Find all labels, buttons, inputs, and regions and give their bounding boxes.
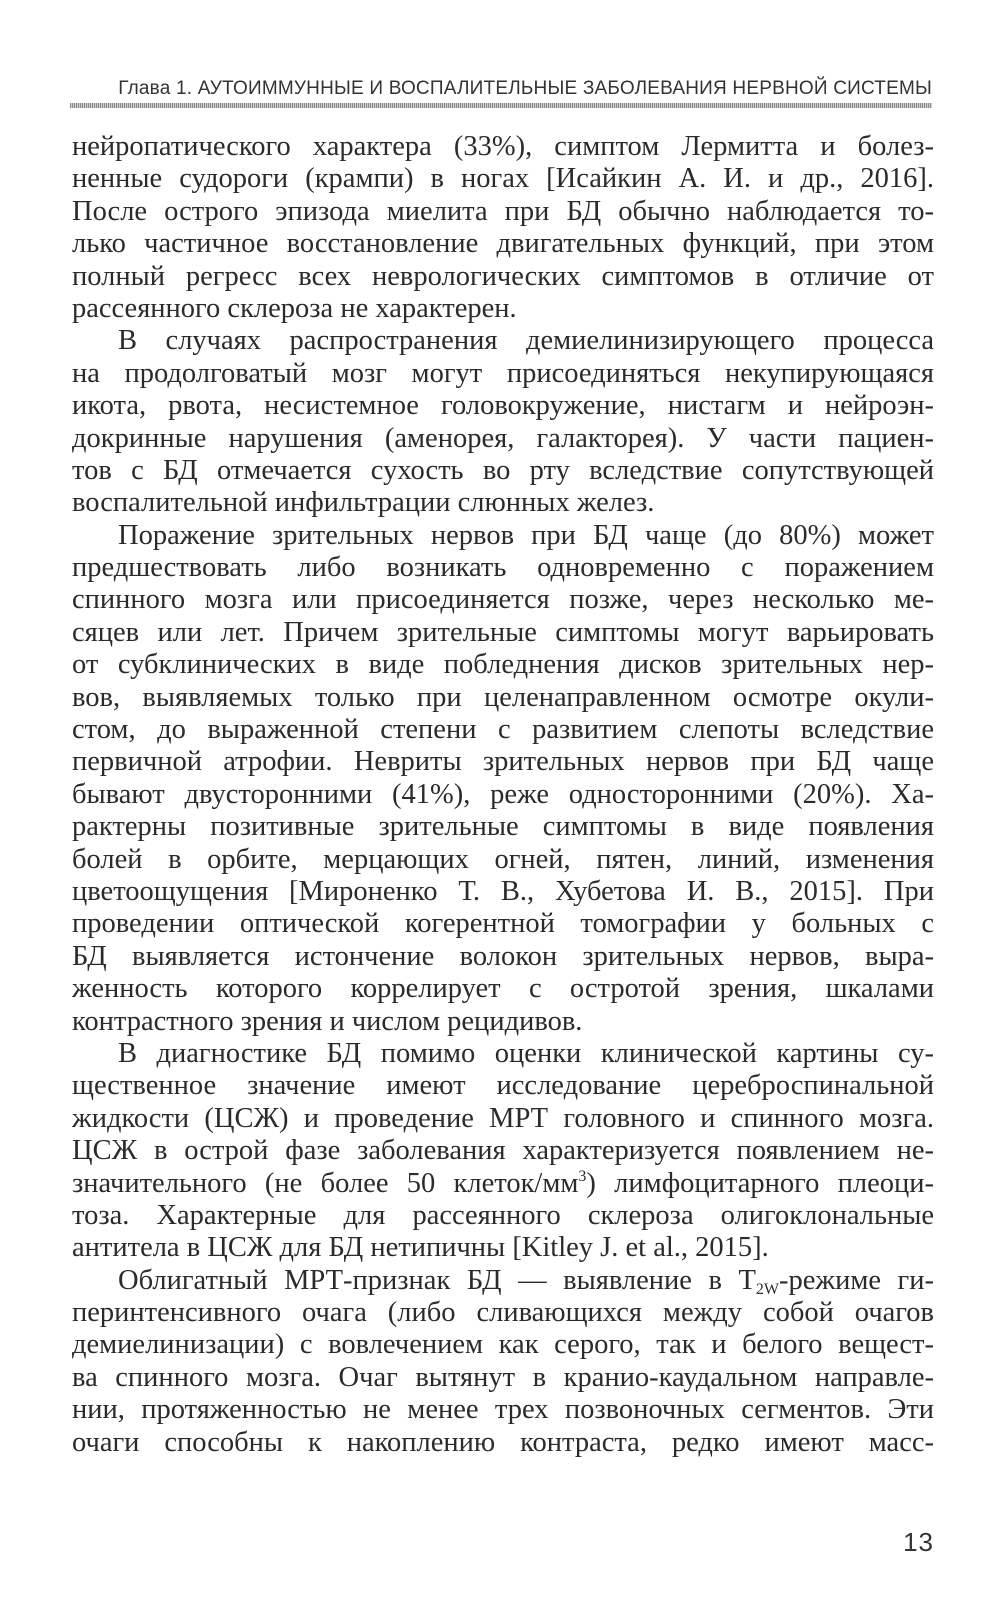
text-line: БД выявляется истончение волокон зрительных нервов, выра- [72,940,934,972]
text-line: ва спинного мозга. Очаг вытянут в кранио-каудальном направле- [72,1361,934,1393]
line-segment: -режиме ги- [779,1264,934,1296]
text-line: предшествовать либо возникать одновременно с поражением [72,552,934,584]
text-line: нейропатического характера (33%), симптом Лермитта и болез- [72,131,934,162]
text-line: В диагностике БД помимо оценки клинической картины су- [118,1037,934,1069]
line-segment: Облигатный МРТ-признак БД — выявление в T [118,1264,756,1296]
text-line: щественное значение имеют исследование цереброспинальной [72,1070,934,1102]
text-line-with-superscript [72,1168,934,1200]
text-line: ненные судороги (крампи) в ногах [Исайкин А. И. и др., 2016]. [72,163,934,195]
text-line: икота, рвота, несистемное головокружение, нистагм и нейроэн- [72,390,934,422]
paragraph-5 [72,1265,934,1459]
text-line: жидкости (ЦСЖ) и проведение МРТ головного и спинного мозга. [72,1102,934,1134]
text-line: тоза. Характерные для рассеянного склероза олигоклональные [72,1199,934,1231]
running-head: Глава 1. АУТОИММУННЫЕ И ВОСПАЛИТЕЛЬНЫЕ ЗАБОЛЕВАНИЯ НЕРВНОЙ СИСТЕМЫ [118,78,932,99]
text-line: антитела в ЦСЖ для БД нетипичны [Kitley J. et al., 2015]. [72,1232,769,1264]
text-line: женность которого коррелирует с остротой зрения, шкалами [72,973,934,1005]
text-line: цветоощущения [Мироненко Т. В., Хубетова И. В., 2015]. При [72,875,934,907]
text-line: полный регресс всех неврологических симптомов в отличие от [72,260,934,292]
text-line: Поражение зрительных нервов при БД чаще (до 80%) может [118,519,934,551]
superscript: 3 [578,1167,587,1185]
text-line: нии, протяженностью не менее трех позвоночных сегментов. Эти [72,1394,934,1426]
text-line: сяцев или лет. Причем зрительные симптомы могут варьировать [72,616,934,648]
text-line: стом, до выраженной степени с развитием слепоты вследствие [72,714,934,746]
header-rule [70,103,932,108]
paragraph-3 [72,520,934,1038]
text-line: После острого эпизода миелита при БД обычно наблюдается то- [72,195,934,227]
text-line: демиелинизации) с вовлечением как серого, так и белого вещест- [72,1329,934,1361]
text-line: контрастного зрения и числом рецидивов. [72,1005,583,1037]
text-line: от субклинических в виде побледнения дисков зрительных нер- [72,649,934,681]
text-line: воспалительной инфильтрации слюнных желез. [72,487,655,519]
text-line: на продолговатый мозг могут присоединяться некупирующаяся [72,357,934,389]
text-line: докринные нарушения (аменорея, галакторея). У части пациен- [72,422,934,454]
text-line: ЦСЖ в острой фазе заболевания характеризуется появлением не- [72,1135,934,1167]
paragraph-1 [72,131,934,325]
text-line: бывают двусторонними (41%), реже односторонними (20%). Ха- [72,778,934,810]
text-line: лько частичное восстановление двигательных функций, при этом [72,228,934,260]
line-segment: ) лимфоцитарного плеоци- [586,1167,934,1199]
paragraph-2 [72,325,934,519]
text-line: перинтенсивного очага (либо сливающихся между собой очагов [72,1297,934,1329]
text-line: первичной атрофии. Невриты зрительных нервов при БД чаще [72,746,934,778]
paragraph-4 [72,1038,934,1265]
text-line-with-subscript [72,1265,934,1297]
text-line: тов с БД отмечается сухость во рту вследствие сопутствующей [72,454,934,486]
body-text [72,131,934,1459]
page-number: 13 [903,1527,934,1557]
text-line: болей в орбите, мерцающих огней, пятен, линий, изменения [72,843,934,875]
text-line: очаги способны к накоплению контраста, редко имеют масс- [72,1426,934,1458]
line-segment: значительного (не более 50 клеток/мм [72,1167,579,1199]
text-line: проведении оптической когерентной томографии у больных с [72,908,934,940]
text-line: рактерны позитивные зрительные симптомы в виде появления [72,811,934,843]
text-line: спинного мозга или присоединяется позже, через несколько ме- [72,584,934,616]
subscript: 2W [755,1280,779,1298]
text-line: В случаях распространения демиелинизирующего процесса [118,325,934,357]
text-line: вов, выявляемых только при целенаправленном осмотре окули- [72,681,934,713]
text-line: рассеянного склероза не характерен. [72,292,517,324]
